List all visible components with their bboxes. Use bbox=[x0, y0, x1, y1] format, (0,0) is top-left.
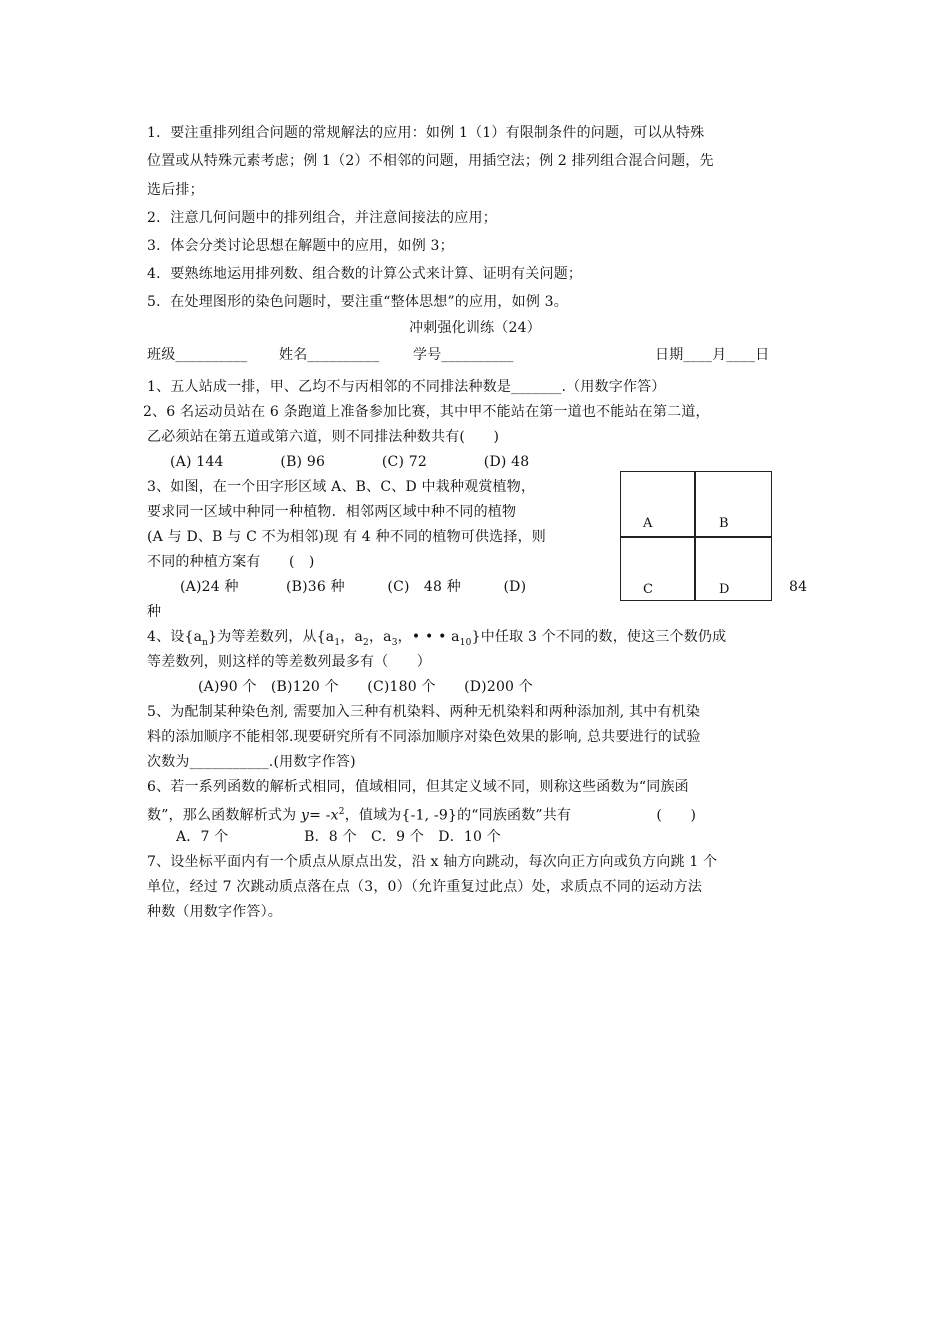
q4-subscript: 1 bbox=[334, 637, 341, 648]
summary-item-5: 5．在处理图形的染色问题时，要注重“整体思想”的应用，如例 3。 bbox=[147, 294, 568, 310]
question-7-line-3: 种数（用数字作答）。 bbox=[147, 904, 282, 920]
q6-exponent: 2 bbox=[338, 807, 345, 817]
question-5-line-1: 5、为配制某种染色剂, 需要加入三种有机染料、两种无机染料和两种添加剂, 其中有机染 bbox=[147, 704, 701, 720]
question-6-line-2 bbox=[147, 802, 696, 826]
q4-text-part: }中任取 3 个不同的数，使这三个数仍成 bbox=[471, 629, 727, 645]
question-3-line-3: (A 与 D、B 与 C 不为相邻)现 有 4 种不同的植物可供选择，则 bbox=[147, 529, 546, 545]
date-field: 日期____月____日 bbox=[655, 347, 770, 363]
question-2-options: (A) 144 (B) 96 (C) 72 (D) 48 bbox=[170, 454, 530, 470]
q4-text-part: ，• • • a bbox=[397, 629, 460, 645]
question-2-line-2: 乙必须站在第五道或第六道，则不同排法种数共有( ) bbox=[147, 429, 500, 445]
question-6-options: A．7 个 B．8 个 C．9 个 D．10 个 bbox=[176, 829, 501, 845]
question-3-option-d-value: 84 bbox=[789, 579, 808, 595]
summary-item-1-line-2: 位置或从特殊元素考虑；例 1（2）不相邻的问题，用插空法；例 2 排列组合混合问题，先 bbox=[147, 153, 714, 169]
question-3-line-2: 要求同一区域中种同一种植物．相邻两区域中种不同的植物 bbox=[147, 504, 517, 520]
question-3-line-4: 不同的种植方案有 ( ) bbox=[147, 554, 315, 570]
question-4-options: (A)90 个 (B)120 个 (C)180 个 (D)200 个 bbox=[198, 679, 534, 695]
question-3-option-d-unit: 种 bbox=[147, 604, 162, 620]
question-5-line-3: 次数为___________.(用数字作答) bbox=[147, 754, 356, 770]
question-7-line-1: 7、设坐标平面内有一个质点从原点出发，沿 x 轴方向跳动，每次向正方向或负方向跳 1 个 bbox=[147, 854, 718, 870]
summary-item-4: 4．要熟练地运用排列数、组合数的计算公式来计算、证明有关问题； bbox=[147, 266, 583, 282]
question-5-line-2: 料的添加顺序不能相邻.现要研究所有不同添加顺序对染色效果的影响, 总共要进行的试验 bbox=[147, 729, 701, 745]
summary-item-1-line-1: 1．要注重排列组合问题的常规解法的应用：如例 1（1）有限制条件的问题，可以从特殊 bbox=[147, 125, 705, 141]
q4-subscript: 3 bbox=[391, 637, 398, 648]
q4-subscript: 10 bbox=[459, 637, 472, 648]
region-d-label: D bbox=[719, 582, 730, 597]
q4-text-part: ，a bbox=[340, 629, 364, 645]
field-grid-figure bbox=[620, 471, 772, 601]
region-c-label: C bbox=[643, 582, 653, 597]
region-a-label: A bbox=[643, 516, 653, 531]
q4-subscript: 2 bbox=[363, 637, 369, 648]
q6-variable-x: x bbox=[330, 807, 339, 824]
q4-text-part: 4、设{a bbox=[147, 629, 203, 645]
name-field: 姓名__________ bbox=[279, 347, 380, 363]
question-7-line-2: 单位，经过 7 次跳动质点落在点（3，0）（允许重复过此点）处，求质点不同的运动方法 bbox=[147, 879, 703, 895]
q4-text-part: }为等差数列，从{a bbox=[208, 629, 335, 645]
summary-item-3: 3．体会分类讨论思想在解题中的应用，如例 3； bbox=[147, 238, 454, 254]
region-b-label: B bbox=[719, 516, 729, 531]
question-4-line-2: 等差数列，则这样的等差数列最多有（ ） bbox=[147, 654, 431, 670]
q6-text-part: = - bbox=[309, 807, 331, 824]
question-2-line-1: 2、6 名运动员站在 6 条跑道上准备参加比赛，其中甲不能站在第一道也不能站在第二道， bbox=[143, 404, 710, 420]
summary-item-1-line-3: 选后排； bbox=[147, 182, 204, 198]
worksheet-title: 冲刺强化训练（24） bbox=[409, 320, 541, 336]
question-6-line-1: 6、若一系列函数的解析式相同，值域相同，但其定义域不同，则称这些函数为“同族函 bbox=[147, 779, 689, 795]
q6-text-part: 数”，那么函数解析式为 bbox=[147, 807, 302, 824]
q4-text-part: ，a bbox=[368, 629, 392, 645]
q4-subscript: n bbox=[202, 637, 209, 648]
question-1: 1、五人站成一排，甲、乙均不与丙相邻的不同排法种数是_______.（用数字作答） bbox=[147, 379, 666, 395]
student-id-field: 学号__________ bbox=[413, 347, 514, 363]
summary-item-2: 2．注意几何问题中的排列组合，并注意间接法的应用； bbox=[147, 210, 497, 226]
q6-text-part: ，值域为{-1, -9}的“同族函数”共有 ( ) bbox=[344, 807, 697, 824]
grid-horizontal-divider bbox=[621, 536, 771, 538]
question-4-line-1 bbox=[147, 627, 726, 653]
question-3-line-1: 3、如图，在一个田字形区域 A、B、C、D 中栽种观赏植物， bbox=[147, 479, 536, 495]
q6-variable-y: y bbox=[301, 807, 310, 824]
class-field: 班级__________ bbox=[147, 347, 248, 363]
question-3-options: (A)24 种 (B)36 种 (C) 48 种 (D) bbox=[180, 579, 527, 595]
